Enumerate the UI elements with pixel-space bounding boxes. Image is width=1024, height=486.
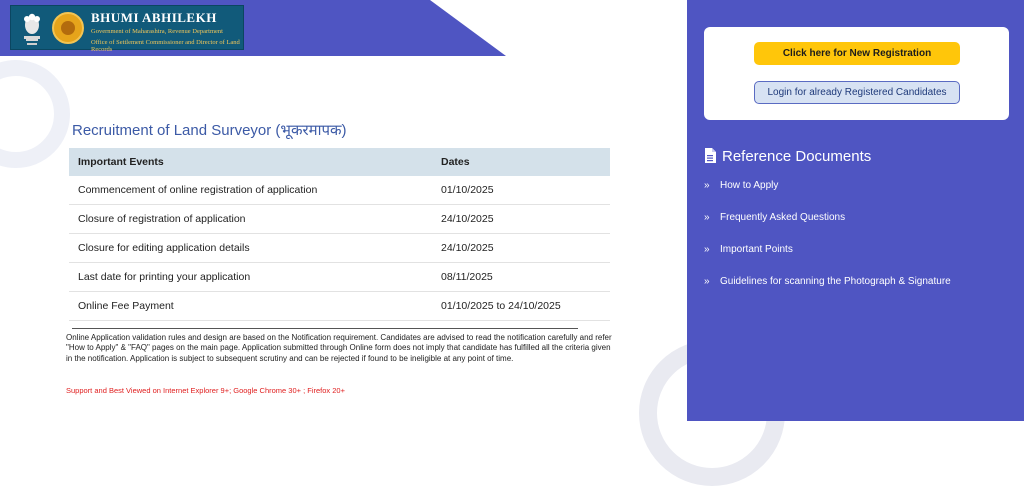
ref-link-scanning-guidelines[interactable] xyxy=(704,272,951,304)
event-cell: Online Fee Payment xyxy=(69,292,433,321)
bhumi-abhilekh-logo[interactable] xyxy=(10,5,244,53)
divider xyxy=(72,328,578,329)
table-row xyxy=(69,176,610,205)
date-cell: 01/10/2025 xyxy=(433,176,610,205)
column-header-dates: Dates xyxy=(433,148,610,176)
table-row xyxy=(69,234,610,263)
double-chevron-right-icon: » xyxy=(704,212,710,223)
double-chevron-right-icon: » xyxy=(704,244,710,255)
page-title: Recruitment of Land Surveyor (भूकरमापक) xyxy=(72,122,347,139)
table-row xyxy=(69,205,610,234)
logo-subtitle: Government of Maharashtra, Revenue Department xyxy=(91,28,223,35)
notice-text: Online Application validation rules and design are based on the Notification requirement. Candidates are advised to read the notification carefully and refer "How to Apply" & "FAQ" pages on the main page. Application submitted through Online form does not imply that candidate has fulfilled all the criteria given in the notification. Application is subject to subsequent scrutiny and can be rejected if found to be ineligible at any point of time. xyxy=(66,333,612,363)
decorative-circle xyxy=(0,60,70,168)
state-emblem-icon xyxy=(18,10,46,46)
event-cell: Closure for editing application details xyxy=(69,234,433,263)
browser-support-text: Support and Best Viewed on Internet Explorer 9+; Google Chrome 30+ ; Firefox 20+ xyxy=(66,386,345,395)
date-cell: 01/10/2025 to 24/10/2025 xyxy=(433,292,610,321)
logo-title: BHUMI ABHILEKH xyxy=(91,10,217,25)
event-cell: Last date for printing your application xyxy=(69,263,433,292)
double-chevron-right-icon: » xyxy=(704,180,710,191)
date-cell: 08/11/2025 xyxy=(433,263,610,292)
table-header-row xyxy=(69,148,610,176)
reference-documents-heading xyxy=(704,148,871,165)
double-chevron-right-icon: » xyxy=(704,276,710,287)
ref-link-faq[interactable] xyxy=(704,208,951,240)
table-row xyxy=(69,292,610,321)
ref-link-label: Guidelines for scanning the Photograph & Signature xyxy=(720,276,951,287)
date-cell: 24/10/2025 xyxy=(433,205,610,234)
registration-card xyxy=(704,27,1009,120)
table-row xyxy=(69,263,610,292)
ref-link-label: Frequently Asked Questions xyxy=(720,212,846,223)
important-events-table xyxy=(69,148,610,321)
ref-link-important-points[interactable] xyxy=(704,240,951,272)
ref-link-label: Important Points xyxy=(720,244,793,255)
event-cell: Commencement of online registration of application xyxy=(69,176,433,205)
logo-subtitle: Office of Settlement Commissioner and Director of Land Records xyxy=(91,39,240,53)
reference-documents-list xyxy=(704,176,951,304)
right-sidebar xyxy=(687,0,1024,421)
new-registration-button[interactable]: Click here for New Registration xyxy=(754,42,960,65)
date-cell: 24/10/2025 xyxy=(433,234,610,263)
login-button[interactable]: Login for already Registered Candidates xyxy=(754,81,960,104)
maharashtra-seal-icon xyxy=(52,12,84,44)
ref-link-how-to-apply[interactable] xyxy=(704,176,951,208)
ref-link-label: How to Apply xyxy=(720,180,779,191)
document-icon xyxy=(704,148,716,163)
event-cell: Closure of registration of application xyxy=(69,205,433,234)
reference-documents-label: Reference Documents xyxy=(722,148,872,165)
column-header-events: Important Events xyxy=(69,148,433,176)
